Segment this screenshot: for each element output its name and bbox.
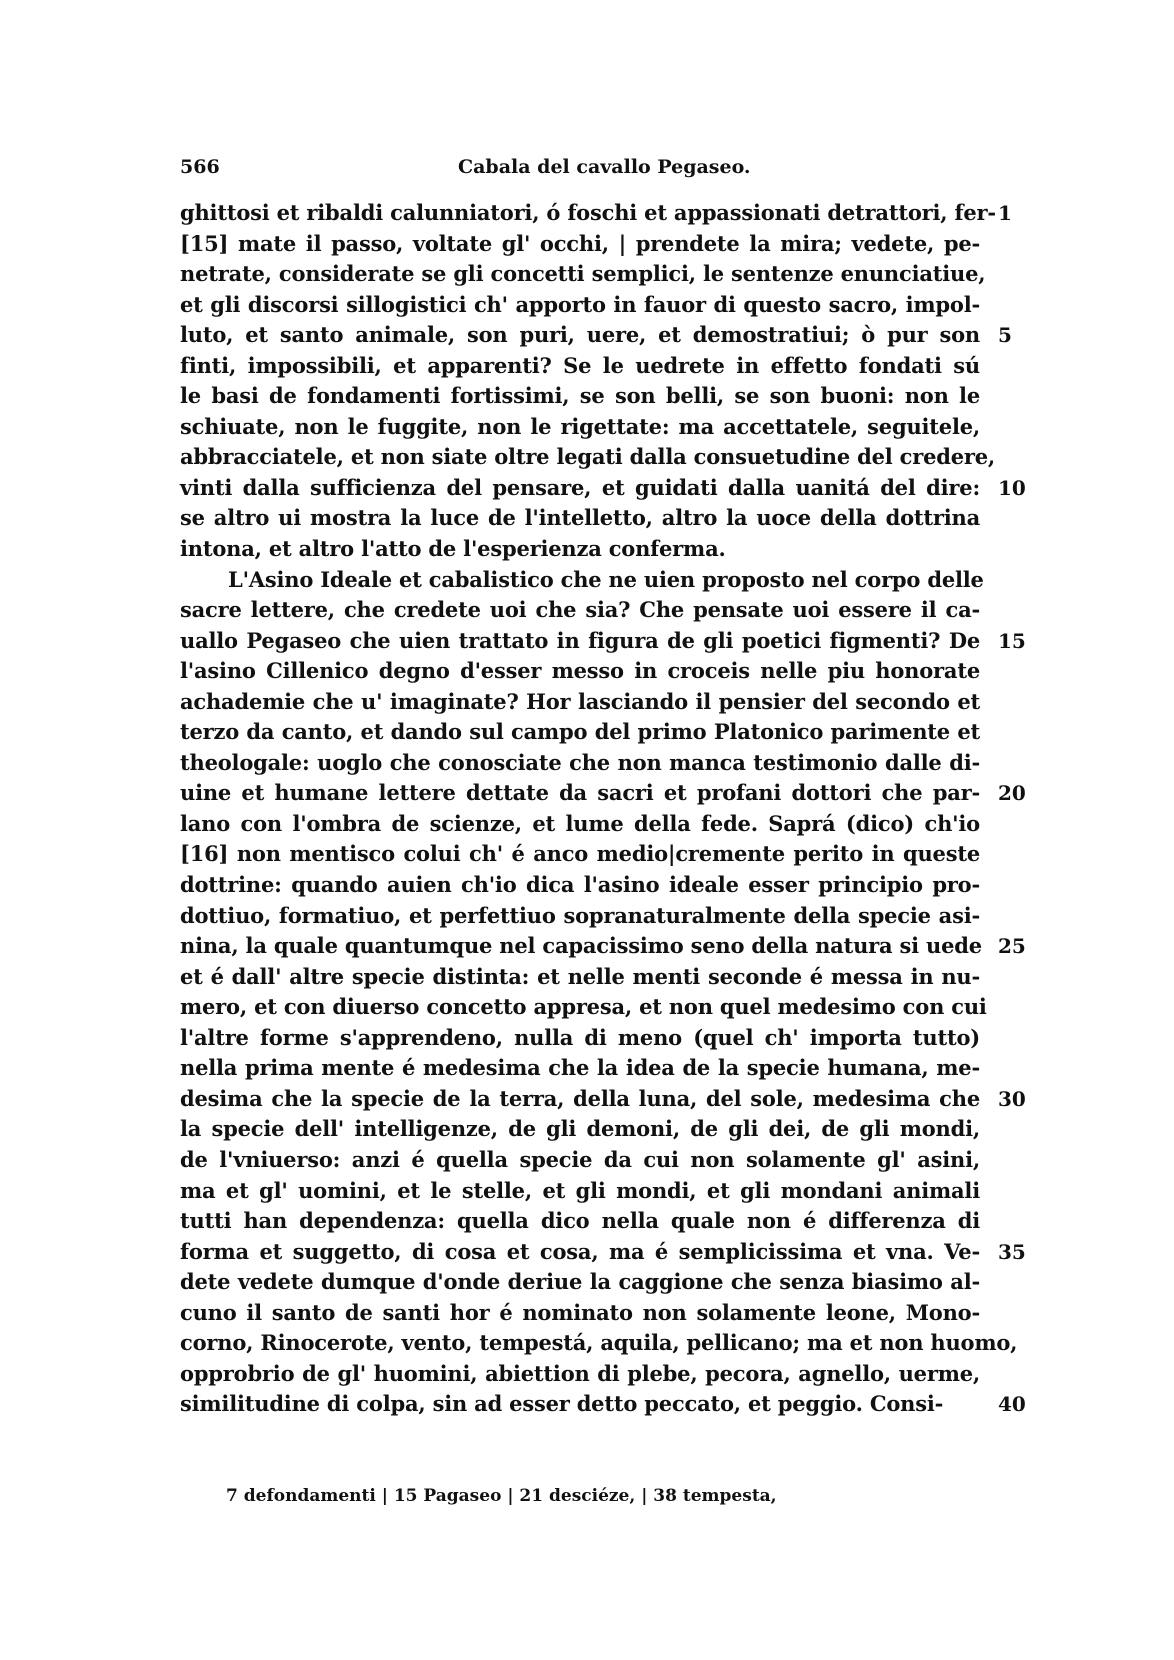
text-line (180, 1359, 980, 1390)
text-line (180, 656, 980, 687)
text-line (180, 1084, 1026, 1115)
line-text: le basi de fondamenti fortissimi, se son belli, se son buoni: non le (180, 383, 980, 409)
text-line (180, 534, 980, 565)
line-text: [15] mate il passo, voltate gl' occhi, | prendete la mira; vedete, pe- (180, 230, 980, 256)
line-text: l'altre forme s'apprendeno, nulla di meno (quel ch' importa tutto) (180, 1024, 980, 1050)
line-text: ghittosi et ribaldi calunniatori, ó foschi et appassionati detrattori, fer- (180, 200, 996, 225)
text-line (180, 595, 980, 626)
line-text: de l'vniuerso: anzi é quella specie da cui non solamente gl' asini, (180, 1146, 980, 1172)
text-line (180, 1176, 980, 1207)
line-text: mero, et con diuerso concetto appresa, et non quel medesimo con cui (180, 994, 987, 1020)
line-text: ma et gl' uomini, et le stelle, et gli mondi, et gli mondani animali (180, 1177, 980, 1203)
text-line (180, 962, 980, 993)
text-line (180, 1206, 980, 1237)
text-line (180, 381, 980, 412)
text-line (180, 1114, 980, 1145)
line-text: tutti han dependenza: quella dico nella quale non é differenza di (180, 1208, 980, 1234)
line-text: opprobrio de gl' huomini, abiettion di plebe, pecora, agnello, uerme, (180, 1360, 980, 1386)
line-text: et gli discorsi sillogistici ch' apporto in fauor di questo sacro, impol- (180, 291, 980, 317)
line-number: 10 (998, 475, 1026, 500)
line-text: la specie dell' intelligenze, de gli demoni, de gli dei, de gli mondi, (180, 1116, 980, 1142)
line-text: [16] non mentisco colui ch' é anco medio|cremente perito in queste (180, 841, 980, 867)
line-text: netrate, considerate se gli concetti semplici, le sentenze enunciatiue, (180, 261, 986, 287)
line-text: et é dall' altre specie distinta: et nelle menti seconde é messa in nu- (180, 963, 980, 989)
text-line (180, 565, 984, 596)
line-text: uine et humane lettere dettate da sacri et profani dottori che par- (180, 780, 980, 806)
text-line (180, 1389, 1026, 1420)
text-line (180, 1267, 980, 1298)
text-line (180, 412, 980, 443)
line-text: sacre lettere, che credete uoi che sia? Che pensate uoi essere il ca- (180, 597, 980, 623)
text-line (180, 626, 1026, 657)
line-number: 25 (998, 934, 1026, 959)
footnote-apparatus: 7 defondamenti | 15 Pagaseo | 21 desciéze, | 38 tempesta, (226, 1486, 777, 1506)
line-text: forma et suggetto, di cosa et cosa, ma é semplicissima et vna. Ve- (180, 1238, 980, 1264)
line-number: 30 (998, 1086, 1026, 1111)
text-line (180, 717, 980, 748)
running-title: Cabala del cavallo Pegaseo. (458, 156, 751, 178)
line-text: abbracciatele, et non siate oltre legati dalla consuetudine del credere, (180, 444, 996, 470)
line-text: luto, et santo animale, son puri, uere, et demostratiui; ò pur son (180, 322, 980, 348)
line-text: intona, et altro l'atto de l'esperienza conferma. (180, 536, 726, 562)
line-text: finti, impossibili, et apparenti? Se le uedrete in effetto fondati sú (180, 352, 980, 378)
line-text: terzo da canto, et dando sul campo del primo Platonico parimente et (180, 719, 980, 745)
text-line (180, 473, 1026, 504)
line-text: dottrine: quando auien ch'io dica l'asino ideale esser principio pro- (180, 872, 980, 898)
line-number: 1 (998, 201, 1012, 225)
page-number: 566 (180, 156, 220, 178)
line-number: 20 (998, 781, 1026, 806)
line-text: schiuate, non le fuggite, non le rigettate: ma accettatele, seguitele, (180, 413, 980, 439)
line-text: L'Asino Ideale et cabalistico che ne uien proposto nel corpo delle (228, 566, 984, 592)
text-line (180, 1237, 1026, 1268)
line-text: uallo Pegaseo che uien trattato in figura de gli poetici figmenti? De (180, 627, 980, 653)
text-line (180, 687, 980, 718)
text-line (180, 259, 986, 290)
line-text: lano con l'ombra de scienze, et lume della fede. Saprá (dico) ch'io (180, 810, 980, 836)
text-line (180, 748, 980, 779)
text-line (180, 198, 1012, 229)
text-line (180, 1328, 1018, 1359)
line-number: 35 (998, 1239, 1026, 1264)
text-line (180, 1053, 980, 1084)
line-text: dete vedete dumque d'onde deriue la caggione che senza biasimo al- (180, 1269, 980, 1295)
line-text: cuno il santo de santi hor é nominato non solamente leone, Mono- (180, 1299, 980, 1325)
text-line (180, 931, 1026, 962)
line-number: 15 (998, 628, 1026, 653)
line-text: achademie che u' imaginate? Hor lasciando il pensier del secondo et (180, 688, 980, 714)
line-text: similitudine di colpa, sin ad esser detto peccato, et peggio. Consi- (180, 1391, 944, 1417)
line-number: 5 (998, 323, 1012, 348)
page-header (180, 156, 1000, 186)
line-text: corno, Rinocerote, vento, tempestá, aquila, pellicano; ma et non huomo, (180, 1330, 1018, 1356)
text-line (180, 351, 980, 382)
text-line (180, 229, 980, 260)
text-line (180, 778, 1026, 809)
text-line (180, 290, 980, 321)
body-text (180, 198, 1026, 1420)
line-text: se altro ui mostra la luce de l'intelletto, altro la uoce della dottrina (180, 505, 980, 531)
text-line (180, 839, 980, 870)
line-text: dottiuo, formatiuo, et perfettiuo sopranaturalmente della specie asi- (180, 902, 980, 928)
line-text: vinti dalla sufficienza del pensare, et guidati dalla uanitá del dire: (180, 474, 980, 500)
text-line (180, 992, 987, 1023)
line-text: theologale: uoglo che conosciate che non manca testimonio dalle di- (180, 749, 980, 775)
text-line (180, 320, 1012, 351)
text-line (180, 1298, 980, 1329)
line-text: l'asino Cillenico degno d'esser messo in croceis nelle piu honorate (180, 658, 980, 684)
text-line (180, 442, 996, 473)
line-text: nina, la quale quantumque nel capacissimo seno della natura si uede (180, 933, 982, 959)
text-line (180, 1023, 980, 1054)
text-line (180, 1145, 980, 1176)
text-line (180, 901, 980, 932)
line-text: nella prima mente é medesima che la idea de la specie humana, me- (180, 1055, 980, 1081)
text-line (180, 809, 980, 840)
text-line (180, 870, 980, 901)
line-number: 40 (998, 1392, 1026, 1417)
line-text: desima che la specie de la terra, della luna, del sole, medesima che (180, 1085, 980, 1111)
text-line (180, 503, 980, 534)
